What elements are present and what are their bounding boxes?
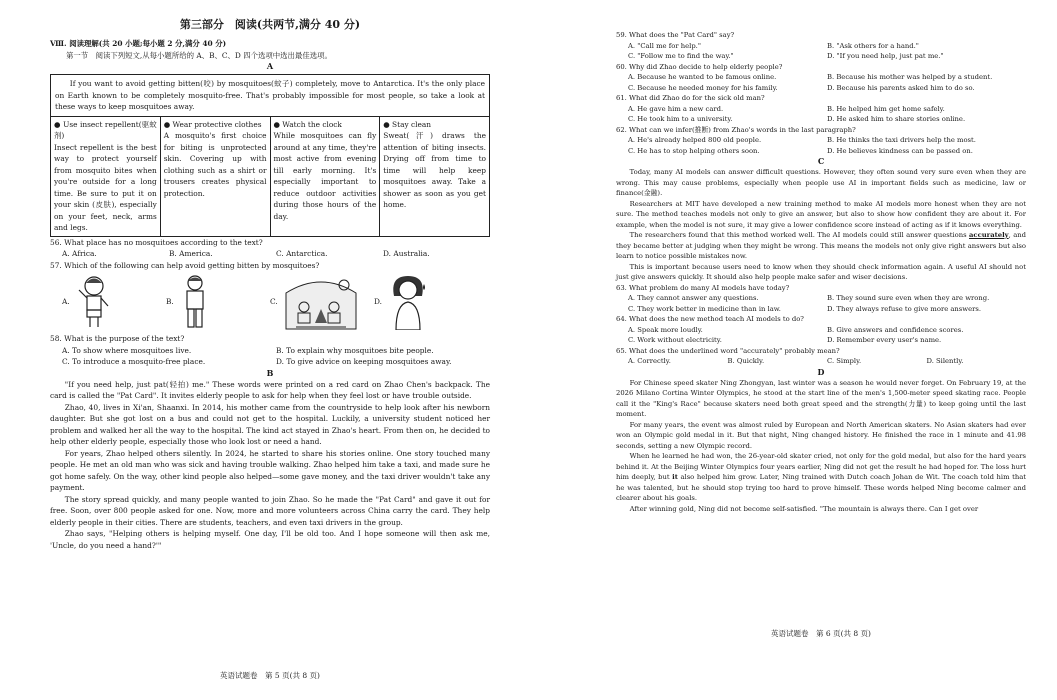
child-long-clothes-illustration-icon bbox=[178, 273, 212, 331]
option-label: B. bbox=[166, 297, 174, 307]
option[interactable]: D. He believes kindness can be passed on. bbox=[827, 146, 973, 155]
option-label: D. bbox=[374, 297, 383, 307]
campfire-night-illustration-icon bbox=[282, 273, 360, 331]
passage-c-paragraph-3 bbox=[616, 230, 1026, 262]
passage-a-box bbox=[50, 74, 490, 237]
option[interactable]: B. He thinks the taxi drivers help the most. bbox=[827, 136, 976, 144]
tip-clothes bbox=[161, 117, 271, 236]
section-instruction: 第一节 阅读下列短文,从每小题所给的 A、B、C、D 四个选项中选出最佳选项。 bbox=[66, 50, 332, 60]
option[interactable]: A. Speak more loudly. bbox=[628, 325, 703, 334]
passage-b-paragraph: The story spread quickly, and many people wanted to join Zhao. So he made the "Pat Card" and gave it out for free. Soon, over 800 people asked for one. Now, more and more volunteers across China carry the card. They help elderly people in their cities. There are students, teachers, and even taxi drivers in the group. bbox=[50, 494, 490, 527]
option[interactable]: D. Remember every user's name. bbox=[827, 336, 942, 344]
option-label: A. bbox=[62, 297, 70, 307]
tip-title: ● Use insect repellent(驱蚊剂) bbox=[54, 119, 157, 140]
question-61: 61. What did Zhao do for the sick old man? bbox=[616, 94, 765, 102]
passage-d-paragraph: For many years, the event was almost ruled by European and North American skaters. No Asian skaters had ever won an Olympic gold medal in it. But that night, Ning changed history. He finished the race in 1 minute and 41.98 seconds, setting a new Olympic record. bbox=[616, 420, 1026, 450]
option[interactable]: B. Quickly. bbox=[727, 357, 765, 365]
tip-body: While mosquitoes can fly around at any time, they're most active from evening till early morning. It's especially important to reduce outdoor activities during those hours of the day. bbox=[273, 131, 377, 221]
picture-option-a[interactable] bbox=[62, 274, 166, 330]
question-58: 58. What is the purpose of the text? bbox=[50, 334, 185, 343]
option[interactable]: D. "If you need help, just pat me." bbox=[827, 52, 944, 60]
option[interactable]: A. Correctly. bbox=[628, 357, 671, 365]
right-column bbox=[616, 0, 1026, 700]
option[interactable]: C. To introduce a mosquito-free place. bbox=[62, 357, 206, 366]
option[interactable]: A. To show where mosquitoes live. bbox=[62, 345, 192, 355]
option[interactable]: C. Simply. bbox=[827, 357, 862, 365]
tips-table bbox=[51, 117, 489, 236]
tip-body: Insect repellent is the best way to protect yourself from mosquito bites when you're outside for a long time. Be sure to put it on your skin (皮肤), especially on your feet, neck, arms and legs. bbox=[54, 142, 157, 232]
picture-option-c[interactable] bbox=[270, 273, 374, 331]
question-59-options bbox=[616, 41, 1026, 62]
passage-b-paragraph: "If you need help, just pat(轻拍) me." These words were printed on a red card on Zhao Chen's backpack. The card is called the "Pat Card". It invites elderly people to ask for help when they feel lost or have trouble outside. bbox=[50, 379, 490, 400]
option[interactable]: D. Australia. bbox=[383, 249, 430, 258]
option[interactable]: A. They cannot answer any questions. bbox=[628, 294, 759, 302]
option[interactable]: D. Silently. bbox=[926, 357, 964, 365]
page-footer: 英语试题卷 第 5 页(共 8 页) bbox=[220, 671, 320, 680]
option[interactable]: D. He asked him to share stories online. bbox=[827, 115, 966, 123]
option[interactable]: D. To give advice on keeping mosquitoes away. bbox=[276, 357, 452, 366]
question-62: 62. What can we infer(推断) from Zhao's words in the last paragraph? bbox=[616, 125, 856, 134]
passage-b-label: B bbox=[266, 367, 274, 378]
option[interactable]: A. Africa. bbox=[62, 249, 97, 258]
option[interactable]: C. "Follow me to find the way." bbox=[628, 52, 734, 60]
question-57-pictures bbox=[50, 271, 490, 333]
passage-d-paragraph: After winning gold, Ning did not become self-satisfied. "The mountain is always there. Can I get over bbox=[629, 504, 979, 513]
question-65: 65. What does the underlined word "accurately" probably mean? bbox=[616, 346, 840, 355]
underlined-word: accurately bbox=[969, 231, 1009, 239]
passage-a-label: A bbox=[266, 61, 274, 71]
option[interactable]: A. He gave him a new card. bbox=[628, 104, 724, 113]
passage-c-paragraph: Today, many AI models can answer difficult questions. However, they often sound very sure even when they are wrong. This may cause problems, especially when people use AI in important fields such as medicine, law or finance(金融). bbox=[616, 168, 1026, 197]
question-64: 64. What does the new method teach AI models to do? bbox=[616, 315, 804, 323]
question-56-options bbox=[50, 248, 490, 260]
tip-body: Sweat(汗) draws the attention of biting insects. Drying off from time to time will help keep mosquitoes away. Take a shower as soon as you get home. bbox=[383, 131, 486, 209]
passage-a-intro: If you want to avoid getting bitten(咬) by mosquitoes(蚊子) completely, move to Antarctica. It's the only place on Earth known to be completely mosquito-free. That's probably impossible for most people, so take a look at these ways to keep mosquitoes away. bbox=[51, 75, 489, 117]
passage-c-paragraph: This is important because users need to know when they should check information again. A useful AI should not just give answers quickly. It should also help people make safer and wiser decisions. bbox=[616, 262, 1026, 281]
option[interactable]: B. Give answers and confidence scores. bbox=[827, 325, 964, 334]
passage-c-paragraph: Researchers at MIT have developed a new training method to make AI models more honest when they are not sure. The method teaches models not only to give an answer, but also to show how confident they are about it. For example, when the model is not sure, it may give a lower confidence score instead of acting as if it knows everything. bbox=[616, 199, 1026, 229]
tip-body: A mosquito's first choice for biting is unprotected skin. Covering up with clothing such as a shirt or trousers creates physical protection. bbox=[163, 131, 267, 198]
tip-title: ● Watch the clock bbox=[273, 119, 342, 129]
question-60-options bbox=[616, 72, 1026, 93]
section-title: Ⅷ. 阅读理解(共 20 小题;每小题 2 分,满分 40 分) bbox=[50, 39, 227, 48]
option[interactable]: C. Because he needed money for his family. bbox=[628, 83, 778, 92]
bold-word: it bbox=[672, 473, 678, 481]
option[interactable]: C. Work without electricity. bbox=[628, 336, 722, 344]
text-segment: The researchers found that this method worked well. The AI models could still answer questions bbox=[629, 231, 970, 239]
option[interactable]: B. They sound sure even when they are wrong. bbox=[827, 294, 990, 302]
question-58-options bbox=[50, 345, 490, 368]
option[interactable]: C. He took him to a university. bbox=[628, 115, 733, 123]
text-segment: , and they became better at judging when they might be wrong. This means the models not only give right answers but also learn to notice possible mistakes now. bbox=[616, 231, 1027, 260]
passage-b-paragraph: Zhao says, "Helping others is helping myself. One day, I'll be old too. And I hope someone will then ask me, 'Uncle, do you need a hand?'" bbox=[50, 529, 490, 550]
text-segment: also helped him grow. Later, Ning trained with Dutch coach Johan de Wit. The coach told him that he was talented, but he should stop trying too hard to prove himself. These words helped Ning become calmer and clearer about his goals. bbox=[616, 473, 1026, 502]
option[interactable]: A. "Call me for help." bbox=[628, 41, 701, 50]
question-64-options bbox=[616, 325, 1026, 346]
option[interactable]: A. Because he wanted to be famous online. bbox=[628, 73, 777, 81]
option[interactable]: B. To explain why mosquitoes bite people. bbox=[276, 345, 434, 355]
question-56: 56. What place has no mosquitoes according to the text? bbox=[50, 237, 263, 247]
question-59: 59. What does the "Pat Card" say? bbox=[616, 31, 735, 39]
tip-repellent bbox=[51, 117, 161, 236]
picture-option-d[interactable] bbox=[374, 274, 478, 330]
tip-clock bbox=[271, 117, 381, 236]
option[interactable]: C. He has to stop helping others soon. bbox=[628, 146, 760, 155]
left-column bbox=[50, 0, 490, 700]
question-57: 57. Which of the following can help avoid getting bitten by mosquitoes? bbox=[50, 260, 320, 270]
option[interactable]: A. He's already helped 800 old people. bbox=[628, 136, 762, 144]
passage-b-paragraph: For years, Zhao helped others silently. In 2024, he started to share his stories online. One story touched many people. He met an old man who was sick and having trouble walking. Zhao helped him take a taxi, and made sure he got home safely. On the way, other kind people also helped—some gave money, and the taxi driver wouldn't take any payment. bbox=[50, 448, 490, 492]
option[interactable]: D. They always refuse to give more answers. bbox=[827, 304, 982, 313]
sweating-woman-illustration-icon bbox=[386, 274, 430, 330]
passage-d-label: D bbox=[817, 366, 825, 377]
passage-d-paragraph-3 bbox=[616, 451, 1026, 504]
picture-option-b[interactable] bbox=[166, 273, 270, 331]
child-shorts-illustration-icon bbox=[74, 274, 114, 330]
passage-b-paragraph: Zhao, 40, lives in Xi'an, Shaanxi. In 2014, his mother came from the countryside to help look after his newborn daughter. But she got lost on a bus and could not get to the hospital. Luckily, a university student noticed her problem and walked her all the way to the hospital. The kind act stayed in Zhao's heart. From then on, he decided to help other elderly people, especially those who look lost or need a hand. bbox=[50, 402, 490, 446]
option[interactable]: B. Because his mother was helped by a student. bbox=[827, 73, 993, 81]
text-segment: When he learned he had won, the 26-year-old skater cried, not only for the gold medal, but also for the hard years behind it. At the Beijing Winter Olympics four years earlier, Ning did not get the result he had hoped for. The loss hurt him deeply, but bbox=[616, 452, 1026, 481]
option[interactable]: B. America. bbox=[169, 249, 213, 258]
option-label: C. bbox=[270, 297, 278, 307]
part-title: 第三部分 阅读(共两节,满分 40 分) bbox=[179, 18, 361, 31]
page-footer: 英语试题卷 第 6 页(共 8 页) bbox=[771, 629, 871, 638]
tip-clean bbox=[380, 117, 489, 236]
question-60: 60. Why did Zhao decide to help elderly people? bbox=[616, 62, 783, 71]
option[interactable]: C. They work better in medicine than in law. bbox=[628, 304, 781, 313]
option[interactable]: C. Antarctica. bbox=[276, 249, 328, 258]
question-65-options bbox=[616, 356, 1026, 367]
tip-title: ● Wear protective clothes bbox=[163, 119, 262, 129]
question-63: 63. What problem do many AI models have today? bbox=[616, 283, 790, 292]
option[interactable]: B. He helped him get home safely. bbox=[827, 104, 945, 113]
passage-d-paragraph: For Chinese speed skater Ning Zhongyan, last winter was a season he would never forget. On February 19, at the 2026 Milano Cortina Winter Olympics, he stood at the start line of the men's 1,500-meter speed skating race. People call it the "King's Race" because skaters need both great speed and the strength(力量) to keep going until the last moment. bbox=[616, 378, 1026, 418]
option[interactable]: D. Because his parents asked him to do so. bbox=[827, 83, 975, 92]
question-63-options bbox=[616, 293, 1026, 314]
passage-c-label: C bbox=[817, 156, 825, 166]
option[interactable]: B. "Ask others for a hand." bbox=[827, 41, 919, 50]
tip-title: ● Stay clean bbox=[383, 119, 432, 129]
question-61-options bbox=[616, 104, 1026, 125]
question-62-options bbox=[616, 135, 1026, 156]
